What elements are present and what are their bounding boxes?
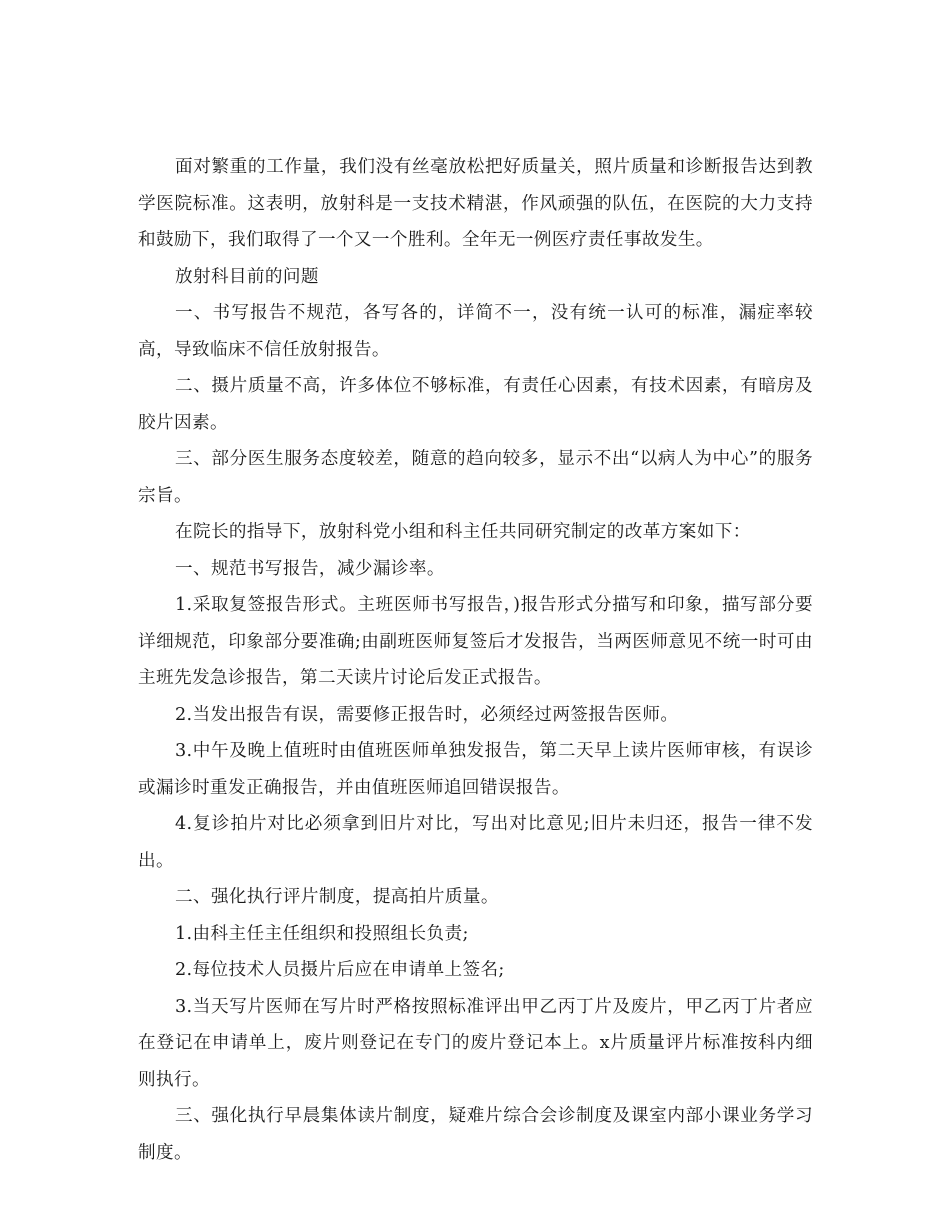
document-body bbox=[138, 149, 813, 1171]
paragraph: 三、部分医生服务态度较差，随意的趋向较多，显示不出“以病人为中心”的服务宗旨。 bbox=[138, 449, 813, 506]
list-item: 2.当发出报告有误，需要修正报告时，必须经过两签报告医师。 bbox=[174, 704, 679, 725]
paragraph: 在院长的指导下，放射科党小组和科主任共同研究制定的改革方案如下： bbox=[174, 522, 751, 542]
section-heading: 放射科目前的问题 bbox=[174, 266, 319, 287]
list-item: 1.采取复签报告形式。主班医师书写报告，)报告形式分描写和印象，描写部分要详细规范，印象部分要准确;由副班医师复签后才发报告，当两医师意见不统一时可由主班先发急诊报告，第二天读片讨论后发正式报告。 bbox=[138, 595, 813, 688]
paragraph: 一、书写报告不规范，各写各的，详简不一，没有统一认可的标准，漏症率较高，导致临床不信任放射报告。 bbox=[138, 303, 813, 360]
list-item: 1.由科主任主任组织和投照组长负责; bbox=[174, 923, 469, 944]
list-item: 2.每位技术人员摄片后应在申请单上签名; bbox=[174, 960, 505, 980]
list-heading: 一、规范书写报告，减少漏诊率。 bbox=[174, 558, 445, 579]
paragraph: 面对繁重的工作量，我们没有丝毫放松把好质量关，照片质量和诊断报告达到教学医院标准。这表明，放射科是一支技术精湛，作风顽强的队伍，在医院的大力支持和鼓励下，我们取得了一个又一个胜利。全年无一例医疗责任事故发生。 bbox=[138, 157, 813, 250]
list-item: 4.复诊拍片对比必须拿到旧片对比，写出对比意见;旧片未归还，报告一律不发出。 bbox=[138, 814, 813, 871]
list-heading: 二、强化执行评片制度，提高拍片质量。 bbox=[174, 887, 499, 907]
list-item: 3.中午及晚上值班时由值班医师单独发报告，第二天早上读片医师审核，有误诊或漏诊时重发正确报告，并由值班医师追回错误报告。 bbox=[138, 741, 813, 798]
list-item: 3.当天写片医师在写片时严格按照标准评出甲乙丙丁片及废片，甲乙丙丁片者应在登记在申请单上，废片则登记在专门的废片登记本上。x片质量评片标准按科内细则执行。 bbox=[138, 996, 813, 1090]
paragraph: 二、摄片质量不高，许多体位不够标准，有责任心因素，有技术因素，有暗房及胶片因素。 bbox=[138, 376, 813, 433]
list-heading: 三、强化执行早晨集体读片制度，疑难片综合会诊制度及课室内部小课业务学习制度。 bbox=[138, 1106, 813, 1163]
